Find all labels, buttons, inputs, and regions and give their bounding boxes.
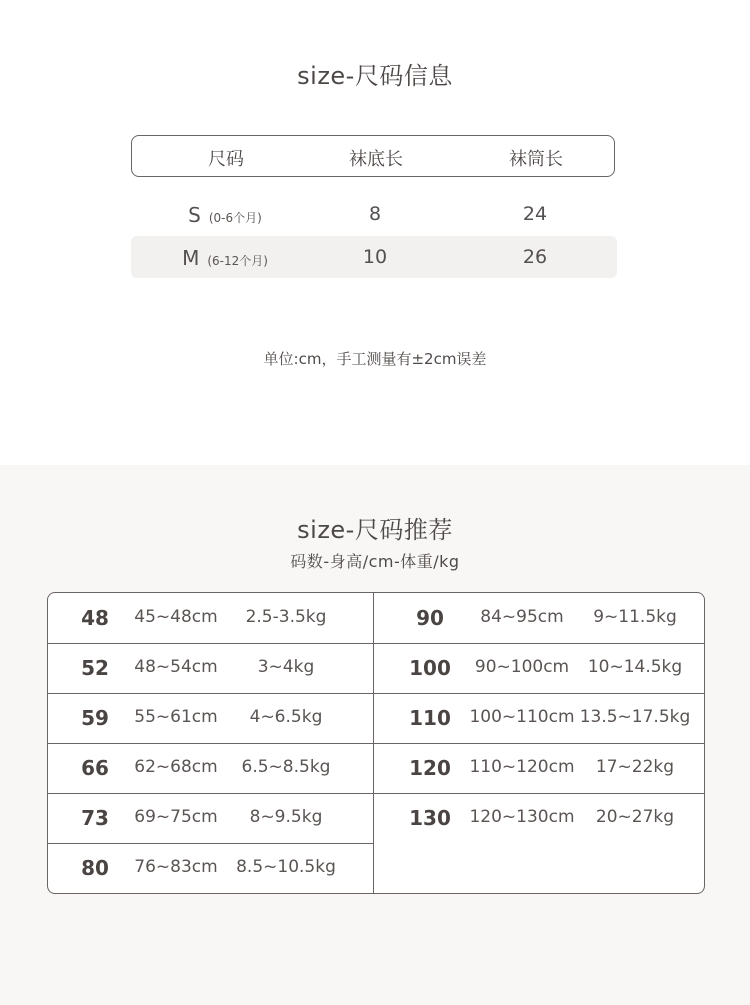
sole-length-value: 8 bbox=[368, 203, 382, 225]
size-code: 90 bbox=[416, 606, 444, 630]
size-recommend-subtitle: 码数-身高/cm-体重/kg bbox=[290, 552, 460, 571]
size-code: 100 bbox=[409, 656, 451, 680]
height-range: 48~54cm bbox=[134, 657, 218, 677]
size-code: 73 bbox=[81, 806, 109, 830]
weight-range: 2.5-3.5kg bbox=[245, 607, 327, 627]
header-tube-length: 袜筒长 bbox=[509, 149, 563, 170]
row-divider bbox=[48, 793, 704, 794]
sole-length-value: 10 bbox=[362, 246, 388, 268]
header-size: 尺码 bbox=[208, 149, 244, 170]
weight-range: 17~22kg bbox=[595, 757, 675, 777]
tube-length-value: 24 bbox=[522, 203, 548, 225]
weight-range: 10~14.5kg bbox=[587, 657, 683, 677]
size-code: 110 bbox=[409, 706, 451, 730]
height-range: 110~120cm bbox=[469, 757, 575, 777]
size-recommend-table bbox=[47, 592, 705, 894]
size-letter: M bbox=[182, 246, 200, 270]
size-info-section bbox=[0, 0, 750, 465]
size-cell bbox=[150, 246, 300, 270]
weight-range: 6.5~8.5kg bbox=[241, 757, 331, 777]
size-row-s bbox=[131, 193, 615, 235]
size-info-title: size-尺码信息 bbox=[297, 62, 453, 90]
unit-note: 单位:cm，手工测量有±2cm误差 bbox=[263, 350, 487, 368]
size-recommend-title: size-尺码推荐 bbox=[297, 516, 453, 544]
size-row-m bbox=[131, 236, 617, 278]
weight-range: 8.5~10.5kg bbox=[236, 857, 336, 877]
height-range: 55~61cm bbox=[134, 707, 218, 727]
size-code: 52 bbox=[81, 656, 109, 680]
size-letter: S bbox=[188, 203, 201, 227]
size-code: 130 bbox=[409, 806, 451, 830]
row-divider bbox=[48, 743, 704, 744]
weight-range: 13.5~17.5kg bbox=[579, 707, 691, 727]
size-age: (0-6个月) bbox=[208, 211, 262, 225]
weight-range: 4~6.5kg bbox=[249, 707, 323, 727]
height-range: 76~83cm bbox=[134, 857, 218, 877]
tube-length-value: 26 bbox=[522, 246, 548, 268]
height-range: 90~100cm bbox=[474, 657, 570, 677]
row-divider bbox=[48, 693, 704, 694]
size-cell bbox=[150, 203, 300, 227]
size-code: 48 bbox=[81, 606, 109, 630]
weight-range: 20~27kg bbox=[595, 807, 675, 827]
weight-range: 9~11.5kg bbox=[593, 607, 677, 627]
height-range: 120~130cm bbox=[469, 807, 575, 827]
row-divider bbox=[48, 643, 704, 644]
size-age: (6-12个月) bbox=[207, 254, 268, 268]
height-range: 100~110cm bbox=[469, 707, 575, 727]
header-sole-length: 袜底长 bbox=[349, 149, 403, 170]
height-range: 62~68cm bbox=[134, 757, 218, 777]
size-code: 66 bbox=[81, 756, 109, 780]
height-range: 69~75cm bbox=[134, 807, 218, 827]
weight-range: 8~9.5kg bbox=[249, 807, 323, 827]
height-range: 45~48cm bbox=[134, 607, 218, 627]
size-code: 59 bbox=[81, 706, 109, 730]
row-divider bbox=[48, 843, 373, 844]
size-code: 120 bbox=[409, 756, 451, 780]
height-range: 84~95cm bbox=[480, 607, 564, 627]
size-code: 80 bbox=[81, 856, 109, 880]
size-info-header bbox=[131, 135, 615, 177]
weight-range: 3~4kg bbox=[257, 657, 315, 677]
